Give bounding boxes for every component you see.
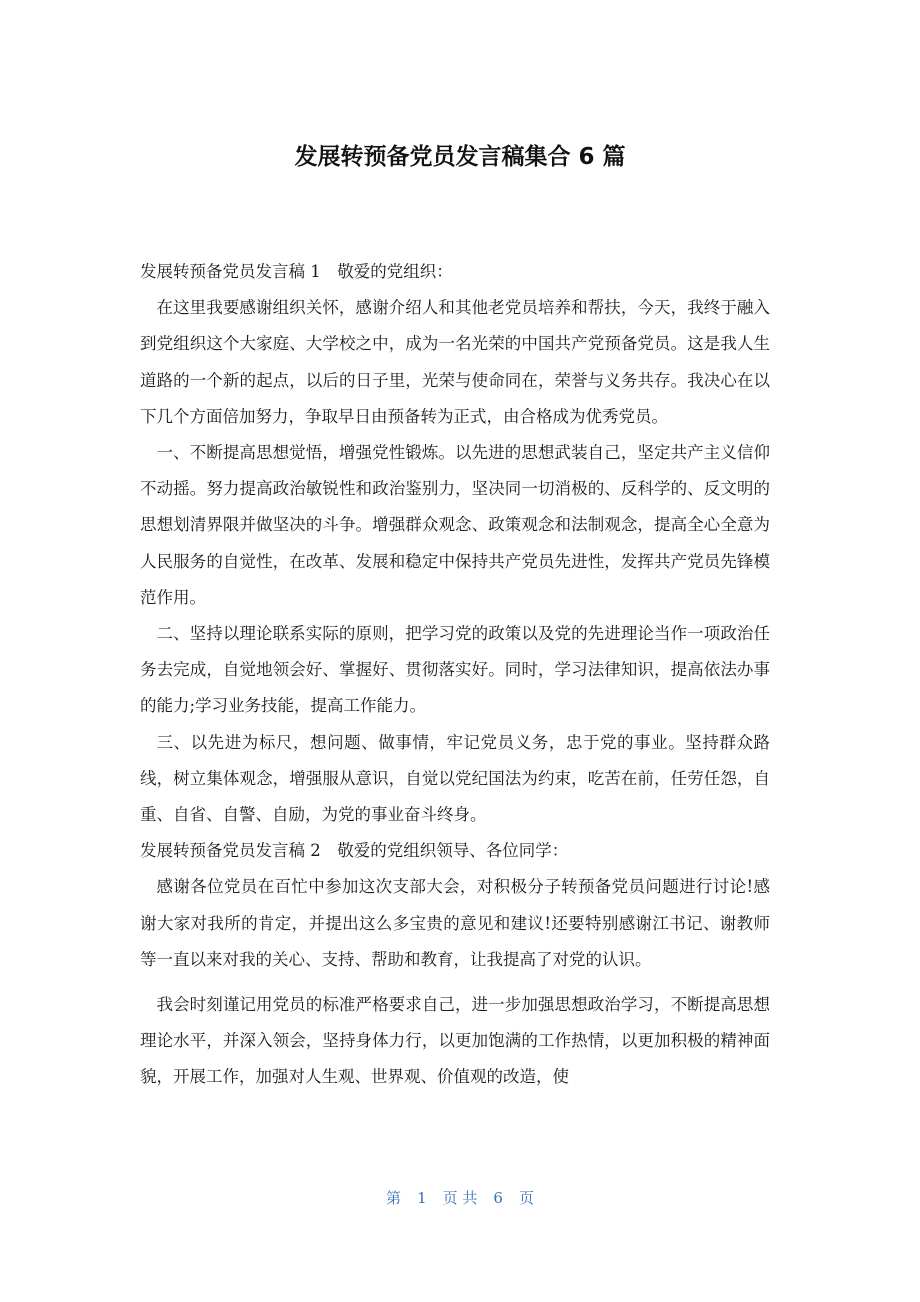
- paragraph: 在这里我要感谢组织关怀，感谢介绍人和其他老党员培养和帮扶，今天，我终于融入到党组织这个大家庭、大学校之中，成为一名光荣的中国共产党预备党员。这是我人生道路的一个新的起点，以后的日子里，光荣与使命同在，荣誉与义务共存。我决心在以下几个方面倍加努力，争取早日由预备转为正式，由合格成为优秀党员。: [140, 298, 770, 426]
- document-body: [140, 254, 770, 1096]
- paragraph: 我会时刻谨记用党员的标准严格要求自己，进一步加强思想政治学习，不断提高思想理论水平，并深入领会，坚持身体力行，以更加饱满的工作热情，以更加积极的精神面貌，开展工作，加强对人生观、世界观、价值观的改造，使: [140, 995, 770, 1087]
- footer-prefix: 第: [386, 1189, 402, 1207]
- current-page-number: 1: [417, 1189, 427, 1207]
- footer-suffix: 页: [518, 1189, 534, 1207]
- section-heading-1: 发展转预备党员发言稿 1 敬爱的党组织：: [140, 262, 453, 281]
- paragraph: 二、坚持以理论联系实际的原则，把学习党的政策以及党的先进理论当作一项政治任务去完成，自觉地领会好、掌握好、贯彻落实好。同时，学习法律知识，提高依法办事的能力;学习业务技能，提高工作能力。: [140, 624, 770, 716]
- page-footer: [0, 1187, 920, 1209]
- paragraph: 感谢各位党员在百忙中参加这次支部大会，对积极分子转预备党员问题进行讨论!感谢大家对我所的肯定，并提出这么多宝贵的意见和建议!还要特别感谢江书记、谢教师等一直以来对我的关心、支持、帮助和教育，让我提高了对党的认识。: [140, 877, 770, 969]
- section-heading-2: 发展转预备党员发言稿 2 敬爱的党组织领导、各位同学：: [140, 841, 569, 861]
- paragraph: 三、以先进为标尺，想问题、做事情，牢记党员义务，忠于党的事业。坚持群众路线，树立集体观念，增强服从意识，自觉以党纪国法为约束，吃苦在前，任劳任怨，自重、自省、自警、自励，为党的事业奋斗终身。: [140, 732, 770, 825]
- footer-middle: 页 共: [442, 1189, 478, 1207]
- paragraph: 一、不断提高思想觉悟，增强党性锻炼。以先进的思想武装自己，坚定共产主义信仰不动摇。努力提高政治敏锐性和政治鉴别力，坚决同一切消极的、反科学的、反文明的思想划清界限并做坚决的斗争。增强群众观念、政策观念和法制观念，提高全心全意为人民服务的自觉性，在改革、发展和稳定中保持共产党员先进性，发挥共产党员先锋模范作用。: [140, 443, 770, 607]
- total-pages-number: 6: [493, 1189, 503, 1207]
- document-title: 发展转预备党员发言稿集合 6 篇: [294, 144, 626, 170]
